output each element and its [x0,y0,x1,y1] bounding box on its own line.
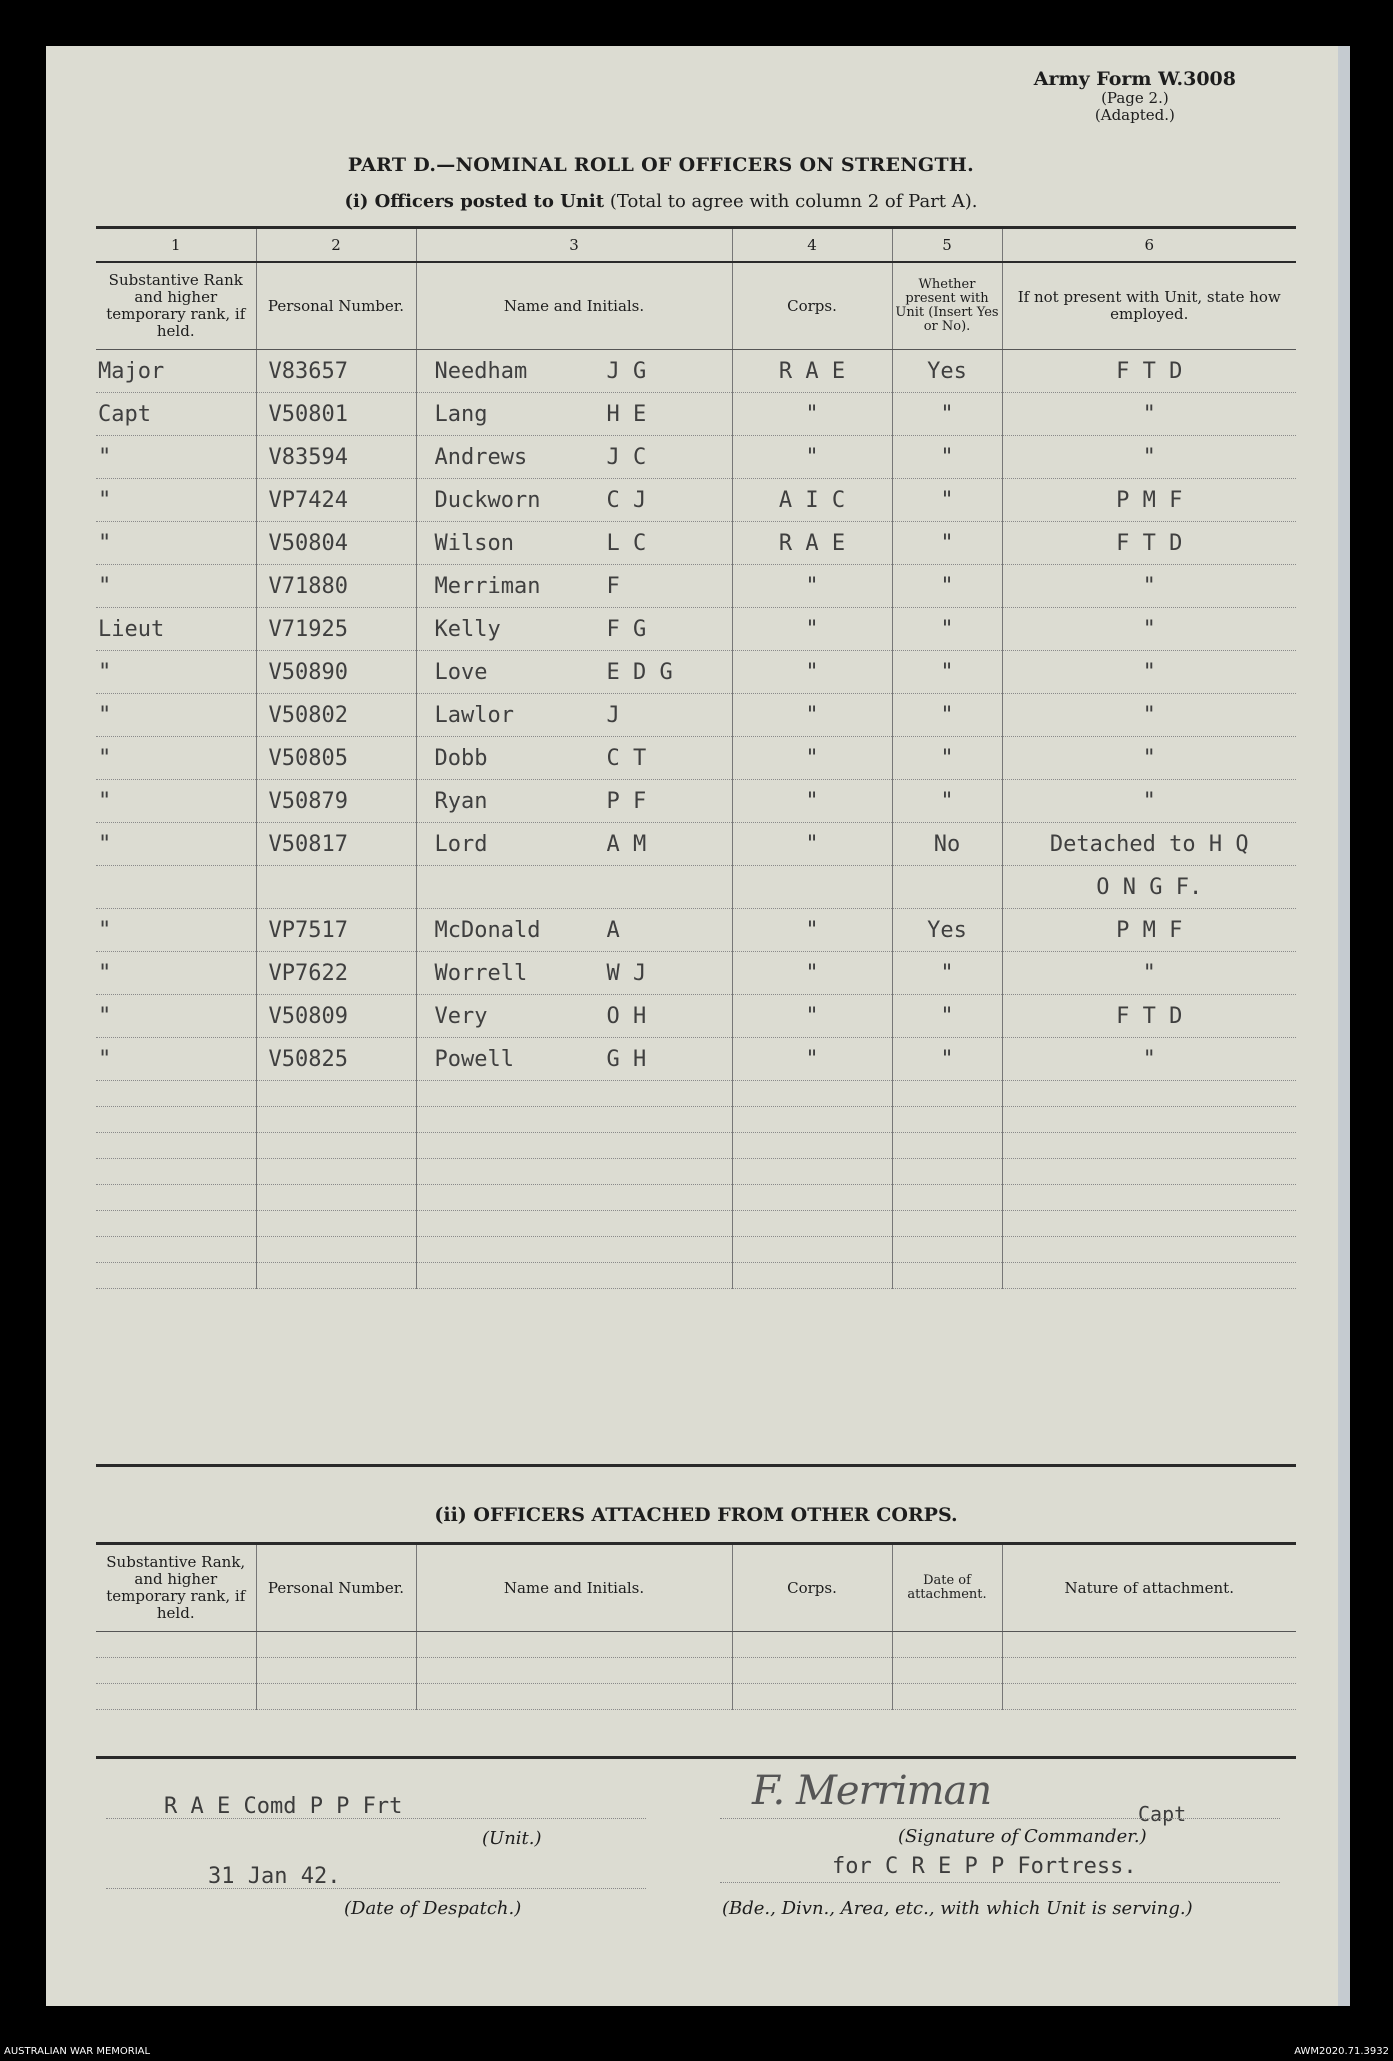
blank-row [96,1159,1296,1185]
surname: Lawlor [434,702,514,728]
name-cell [416,694,732,737]
table-row [96,651,1296,694]
table-row [96,393,1296,436]
name-cell [416,350,732,393]
form-sheet [46,46,1346,2006]
present-cell [892,866,1002,909]
blank-cell [416,1107,732,1133]
surname: Wilson [434,530,514,556]
header-personal-number: Personal Number. [256,262,416,350]
blank-cell [732,1081,892,1107]
employed-cell: " [1002,1038,1296,1081]
attached-header-row [96,1544,1296,1632]
rank-cell: " [96,522,256,565]
corps-cell: " [732,393,892,436]
blank-cell [1002,1211,1296,1237]
unit-line [106,1818,646,1819]
name-cell [416,393,732,436]
blank-cell [892,1237,1002,1263]
header-name: Name and Initials. [416,262,732,350]
table-row [96,737,1296,780]
header-corps: Corps. [732,262,892,350]
blank-cell [1002,1263,1296,1289]
table-row [96,1038,1296,1081]
corps-cell: " [732,436,892,479]
officers-attached-table [96,1542,1296,1710]
column-number: 6 [1002,228,1296,263]
surname: Duckworn [434,487,541,513]
unit-value: R A E Comd P P Frt [164,1794,403,1819]
corps-cell: " [732,608,892,651]
blank-cell [256,1263,416,1289]
part-d-subtitle-rest: (Total to agree with column 2 of Part A). [609,191,978,212]
blank-row [96,1684,1296,1710]
blank-cell [732,1133,892,1159]
name-cell [416,1038,732,1081]
form-number: Army Form W.3008 [1033,68,1236,90]
personal-number-cell: V50809 [256,995,416,1038]
blank-cell [892,1107,1002,1133]
blank-cell [96,1658,256,1684]
blank-row [96,1133,1296,1159]
name-cell [416,737,732,780]
initials: H E [606,401,647,427]
header-personal-number: Personal Number. [256,1544,416,1632]
table-row [96,866,1296,909]
name-cell [416,866,732,909]
blank-cell [416,1237,732,1263]
column-number-row [96,228,1296,263]
initials: J [606,702,620,728]
rank-cell: " [96,1038,256,1081]
header-rank: Substantive Rank, and higher temporary rank, if held. [96,1544,256,1632]
present-cell: " [892,651,1002,694]
roll-body [96,350,1296,1289]
employed-cell: F T D [1002,350,1296,393]
initials: A M [606,831,647,857]
surname: Ryan [434,788,488,814]
personal-number-cell [256,866,416,909]
archive-reference: AWM2020.71.3932 [1294,2046,1389,2057]
formation-label: (Bde., Divn., Area, etc., with which Unit is serving.) [722,1898,1193,1919]
form-adapted: (Adapted.) [1094,106,1175,124]
blank-cell [416,1159,732,1185]
header-rank: Substantive Rank and higher temporary rank, if held. [96,262,256,350]
surname: Merriman [434,573,541,599]
sheet-edge [1338,46,1350,2006]
blank-cell [256,1185,416,1211]
corps-cell: " [732,823,892,866]
personal-number-cell: V50890 [256,651,416,694]
present-cell: No [892,823,1002,866]
blank-cell [1002,1237,1296,1263]
blank-cell [96,1632,256,1658]
blank-cell [892,1185,1002,1211]
blank-cell [732,1159,892,1185]
name-cell [416,565,732,608]
date-line [106,1888,646,1889]
name-cell [416,651,732,694]
blank-cell [892,1263,1002,1289]
present-cell: " [892,952,1002,995]
personal-number-cell: VP7517 [256,909,416,952]
corps-cell: R A E [732,522,892,565]
initials: O H [606,1003,647,1029]
blank-cell [892,1133,1002,1159]
name-cell [416,608,732,651]
blank-cell [416,1081,732,1107]
blank-row [96,1632,1296,1658]
present-cell: " [892,393,1002,436]
blank-cell [892,1081,1002,1107]
rank-cell [96,866,256,909]
blank-row [96,1107,1296,1133]
blank-cell [256,1658,416,1684]
table-row [96,823,1296,866]
rank-cell: " [96,479,256,522]
blank-cell [256,1684,416,1710]
blank-cell [96,1211,256,1237]
rank-cell: " [96,694,256,737]
section-divider [96,1756,1296,1759]
rank-cell: " [96,909,256,952]
blank-cell [892,1658,1002,1684]
column-number: 4 [732,228,892,263]
despatch-date-label: (Date of Despatch.) [344,1898,522,1919]
employed-cell: " [1002,608,1296,651]
blank-cell [416,1263,732,1289]
blank-cell [96,1159,256,1185]
header-present: Whether present with Unit (Insert Yes or No). [892,262,1002,350]
personal-number-cell: V50879 [256,780,416,823]
name-cell [416,995,732,1038]
form-identifier [1034,68,1236,124]
present-cell: " [892,694,1002,737]
surname: Powell [434,1046,514,1072]
surname: Worrell [434,960,528,986]
present-cell: " [892,479,1002,522]
header-nature-attachment: Nature of attachment. [1002,1544,1296,1632]
blank-cell [1002,1658,1296,1684]
blank-cell [256,1632,416,1658]
present-cell: " [892,436,1002,479]
column-number: 5 [892,228,1002,263]
rank-cell: Capt [96,393,256,436]
blank-cell [96,1133,256,1159]
table-row [96,608,1296,651]
rank-cell: " [96,952,256,995]
blank-cell [96,1237,256,1263]
blank-cell [732,1211,892,1237]
present-cell: " [892,522,1002,565]
column-number: 2 [256,228,416,263]
employed-cell: F T D [1002,995,1296,1038]
blank-row [96,1211,1296,1237]
rank-cell: Major [96,350,256,393]
surname: Kelly [434,616,501,642]
blank-cell [96,1185,256,1211]
blank-cell [892,1159,1002,1185]
table-row [96,694,1296,737]
blank-cell [256,1107,416,1133]
surname: Andrews [434,444,528,470]
blank-cell [1002,1684,1296,1710]
table-row [96,952,1296,995]
surname: Very [434,1003,488,1029]
header-row [96,262,1296,350]
name-cell [416,522,732,565]
name-cell [416,823,732,866]
officers-posted-table [96,226,1296,1289]
blank-cell [1002,1185,1296,1211]
commander-signature: F. Merriman [752,1768,992,1814]
initials: E D G [606,659,673,685]
blank-cell [1002,1632,1296,1658]
blank-cell [416,1684,732,1710]
corps-cell: R A E [732,350,892,393]
surname: Needham [434,358,528,384]
initials: F [606,573,620,599]
blank-cell [96,1107,256,1133]
attached-body [96,1632,1296,1710]
personal-number-cell: V50817 [256,823,416,866]
corps-cell: " [732,995,892,1038]
blank-cell [1002,1159,1296,1185]
corps-cell [732,866,892,909]
personal-number-cell: V83594 [256,436,416,479]
corps-cell: " [732,1038,892,1081]
corps-cell: " [732,737,892,780]
present-cell: " [892,1038,1002,1081]
personal-number-cell: V50825 [256,1038,416,1081]
table-row [96,522,1296,565]
present-cell: " [892,780,1002,823]
initials: J C [606,444,647,470]
blank-cell [256,1081,416,1107]
initials: J G [606,358,647,384]
present-cell: Yes [892,909,1002,952]
surname: McDonald [434,917,541,943]
rank-cell: " [96,780,256,823]
rank-cell: " [96,737,256,780]
signature-rank: Capt [1138,1802,1187,1826]
personal-number-cell: V83657 [256,350,416,393]
surname: Love [434,659,488,685]
archive-institution: AUSTRALIAN WAR MEMORIAL [4,2046,151,2057]
corps-cell: " [732,565,892,608]
blank-cell [892,1211,1002,1237]
section-divider [96,1464,1296,1467]
blank-row [96,1185,1296,1211]
part-d-subtitle [46,191,1276,212]
employed-cell: P M F [1002,909,1296,952]
initials: F G [606,616,647,642]
header-corps: Corps. [732,1544,892,1632]
blank-cell [732,1237,892,1263]
formation-value: for C R E P P Fortress. [832,1854,1137,1879]
employed-cell: P M F [1002,479,1296,522]
initials: A [606,917,620,943]
surname: Lord [434,831,488,857]
blank-cell [256,1159,416,1185]
column-number: 1 [96,228,256,263]
table-row [96,479,1296,522]
blank-cell [416,1211,732,1237]
personal-number-cell: VP7424 [256,479,416,522]
personal-number-cell: V71925 [256,608,416,651]
personal-number-cell: V71880 [256,565,416,608]
table-row [96,780,1296,823]
present-cell: " [892,737,1002,780]
blank-cell [96,1684,256,1710]
blank-cell [416,1185,732,1211]
blank-row [96,1658,1296,1684]
employed-cell: " [1002,694,1296,737]
employed-cell: O N G F. [1002,866,1296,909]
personal-number-cell: VP7622 [256,952,416,995]
part-d-subtitle-bold: (i) Officers posted to Unit [344,191,605,212]
name-cell [416,952,732,995]
blank-cell [732,1185,892,1211]
name-cell [416,909,732,952]
initials: W J [606,960,647,986]
name-cell [416,780,732,823]
corps-cell: " [732,909,892,952]
blank-cell [892,1632,1002,1658]
blank-cell [732,1107,892,1133]
formation-line [720,1882,1280,1883]
blank-cell [256,1211,416,1237]
table-row [96,350,1296,393]
employed-cell: F T D [1002,522,1296,565]
table-row [96,909,1296,952]
unit-label: (Unit.) [482,1828,542,1849]
blank-cell [96,1263,256,1289]
column-number: 3 [416,228,732,263]
table-row [96,995,1296,1038]
blank-cell [1002,1133,1296,1159]
blank-cell [732,1684,892,1710]
table-row [96,565,1296,608]
part-d-title: PART D.—NOMINAL ROLL OF OFFICERS ON STRENGTH. [347,154,975,176]
rank-cell: " [96,823,256,866]
part-ii-title: (ii) OFFICERS ATTACHED FROM OTHER CORPS. [434,1504,958,1526]
employed-cell: " [1002,651,1296,694]
blank-cell [892,1684,1002,1710]
employed-cell: " [1002,780,1296,823]
name-cell [416,436,732,479]
present-cell: " [892,608,1002,651]
present-cell: " [892,565,1002,608]
table-row [96,436,1296,479]
initials: G H [606,1046,647,1072]
rank-cell: Lieut [96,608,256,651]
blank-cell [416,1658,732,1684]
initials: C T [606,745,647,771]
blank-cell [416,1632,732,1658]
blank-cell [256,1133,416,1159]
name-cell [416,479,732,522]
signature-label: (Signature of Commander.) [898,1826,1147,1847]
personal-number-cell: V50804 [256,522,416,565]
blank-cell [416,1133,732,1159]
despatch-date-value: 31 Jan 42. [208,1864,341,1889]
surname: Dobb [434,745,488,771]
initials: L C [606,530,647,556]
header-name: Name and Initials. [416,1544,732,1632]
initials: C J [606,487,647,513]
surname: Lang [434,401,488,427]
form-page: (Page 2.) [1101,89,1169,107]
rank-cell: " [96,995,256,1038]
blank-cell [732,1658,892,1684]
initials: P F [606,788,647,814]
blank-row [96,1263,1296,1289]
present-cell: " [892,995,1002,1038]
employed-cell: " [1002,737,1296,780]
personal-number-cell: V50802 [256,694,416,737]
signature-line [720,1818,1280,1819]
blank-cell [96,1081,256,1107]
blank-cell [1002,1107,1296,1133]
blank-cell [256,1237,416,1263]
blank-row [96,1081,1296,1107]
blank-cell [1002,1081,1296,1107]
corps-cell: " [732,952,892,995]
personal-number-cell: V50805 [256,737,416,780]
rank-cell: " [96,436,256,479]
employed-cell: " [1002,436,1296,479]
header-employed: If not present with Unit, state how employed. [1002,262,1296,350]
personal-number-cell: V50801 [256,393,416,436]
employed-cell: " [1002,565,1296,608]
corps-cell: A I C [732,479,892,522]
employed-cell: Detached to H Q [1002,823,1296,866]
blank-cell [732,1632,892,1658]
blank-cell [732,1263,892,1289]
corps-cell: " [732,694,892,737]
rank-cell: " [96,565,256,608]
corps-cell: " [732,651,892,694]
present-cell: Yes [892,350,1002,393]
corps-cell: " [732,780,892,823]
employed-cell: " [1002,952,1296,995]
employed-cell: " [1002,393,1296,436]
header-date-attachment: Date of attachment. [892,1544,1002,1632]
blank-row [96,1237,1296,1263]
rank-cell: " [96,651,256,694]
